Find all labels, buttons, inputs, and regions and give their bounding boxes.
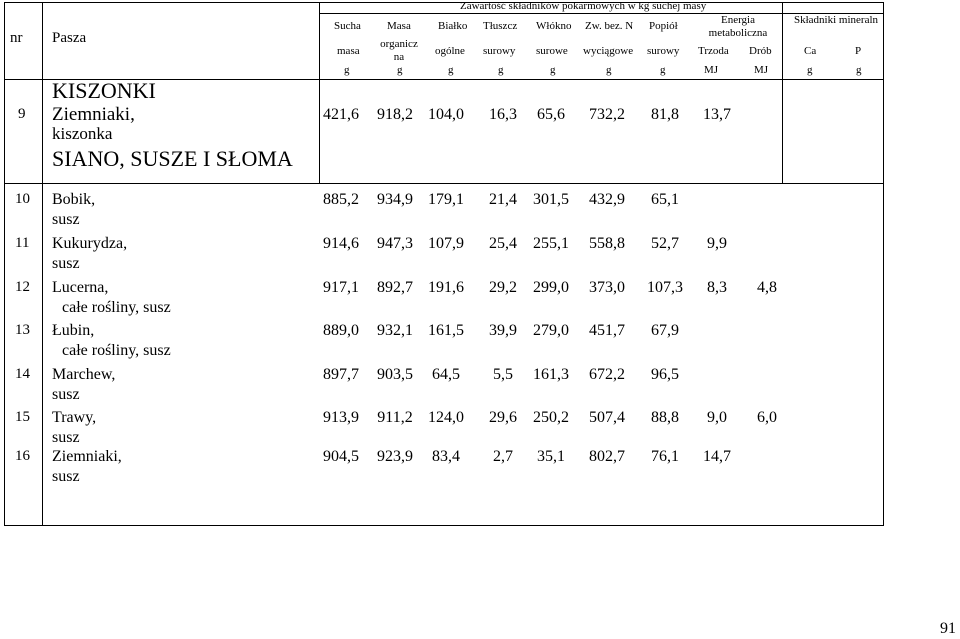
nr-col-divider	[42, 2, 43, 526]
group-minerals: Składniki mineraln	[794, 14, 879, 26]
row-14-value-4: 5,5	[493, 366, 513, 383]
row-16-value-5: 35,1	[537, 448, 565, 465]
unit-6: g	[606, 64, 612, 76]
row-14-value-3: 64,5	[432, 366, 460, 383]
row-11-value-1: 914,6	[323, 235, 359, 252]
sub1-wlokno: Włókno	[536, 20, 572, 32]
row-16-value-1: 904,5	[323, 448, 359, 465]
row-16-name: Ziemniaki,	[52, 448, 122, 465]
row-14-name: Marchew,	[52, 366, 116, 383]
unit-7: g	[660, 64, 666, 76]
sub2-wyciagowe: wyciągowe	[583, 45, 634, 57]
row-13-name: Łubin,	[52, 322, 95, 339]
row-15-value-3: 124,0	[428, 409, 464, 426]
row-15-value-7: 88,8	[651, 409, 679, 426]
row-9-value-8: 13,7	[703, 106, 731, 123]
row-9-value-5: 65,6	[537, 106, 565, 123]
row-14-nr: 14	[15, 366, 30, 382]
unit-3: g	[448, 64, 454, 76]
unit-4: g	[498, 64, 504, 76]
group-title: Zawartość składników pokarmowych w kg suchej masy	[460, 0, 707, 12]
unit-9: MJ	[754, 64, 769, 76]
sub1-energia: Energia metaboliczna	[708, 14, 768, 39]
row-13-nr: 13	[15, 322, 30, 338]
table-bottom-border	[4, 525, 884, 526]
row-10-value-3: 179,1	[428, 191, 464, 208]
sub1-zwbezn: Zw. bez. N	[585, 20, 634, 32]
row-13-value-6: 451,7	[589, 322, 625, 339]
sub2-drob: Drób	[749, 45, 772, 57]
sub1-sucha: Sucha	[334, 20, 361, 32]
row-14-value-5: 161,3	[533, 366, 569, 383]
row-9-name: Ziemniaki,	[52, 104, 135, 125]
unit-5: g	[550, 64, 556, 76]
row-9-value-3: 104,0	[428, 106, 464, 123]
row-9-value-6: 732,2	[589, 106, 625, 123]
row-12-name: Lucerna,	[52, 279, 109, 296]
row-9-value-2: 918,2	[377, 106, 413, 123]
sub2-organiczna: organiczna	[380, 38, 418, 63]
row-15-name: Trawy,	[52, 409, 97, 426]
left-border	[4, 2, 5, 526]
row-12-value-2: 892,7	[377, 279, 413, 296]
sub2-surowe: surowe	[536, 45, 568, 57]
sub2-ca: Ca	[804, 45, 817, 57]
row-9-sub: kiszonka	[52, 124, 113, 143]
sub2-surowy: surowy	[483, 45, 516, 57]
row-11-value-7: 52,7	[651, 235, 679, 252]
row-10-nr: 10	[15, 191, 30, 207]
row-10-value-7: 65,1	[651, 191, 679, 208]
unit-2: g	[397, 64, 403, 76]
sub2-ogolne: ogólne	[435, 45, 465, 57]
page-number: 91	[940, 620, 956, 637]
row-11-nr: 11	[15, 235, 30, 251]
row-10-value-6: 432,9	[589, 191, 625, 208]
minerals-col-divider	[782, 2, 783, 183]
row-15-value-5: 250,2	[533, 409, 569, 426]
row-16-value-6: 802,7	[589, 448, 625, 465]
row-13-value-4: 39,9	[489, 322, 517, 339]
sub1-popiol: Popiół	[649, 20, 678, 32]
row-14-value-1: 897,7	[323, 366, 359, 383]
row-16-value-3: 83,4	[432, 448, 460, 465]
row-12-value-1: 917,1	[323, 279, 359, 296]
row-11-value-3: 107,9	[428, 235, 464, 252]
row-12-value-4: 29,2	[489, 279, 517, 296]
row-15-value-8: 9,0	[707, 409, 727, 426]
row-14-value-7: 96,5	[651, 366, 679, 383]
row-13-value-5: 279,0	[533, 322, 569, 339]
sub2-surowy-2: surowy	[647, 45, 680, 57]
col-header-nr: nr	[10, 30, 23, 46]
row-9-value-4: 16,3	[489, 106, 517, 123]
sub2-p: P	[855, 45, 862, 57]
right-border	[883, 2, 884, 526]
table-top-border	[4, 2, 884, 3]
pasza-col-divider	[319, 2, 320, 183]
row-13-value-2: 932,1	[377, 322, 413, 339]
row-12-value-3: 191,6	[428, 279, 464, 296]
row-16-value-7: 76,1	[651, 448, 679, 465]
row-9-value-1: 421,6	[323, 106, 359, 123]
row-15-nr: 15	[15, 409, 30, 425]
row-11-name: Kukurydza,	[52, 235, 128, 252]
row-14-value-6: 672,2	[589, 366, 625, 383]
row-16-value-8: 14,7	[703, 448, 731, 465]
row-16-value-4: 2,7	[493, 448, 513, 465]
row-15-value-6: 507,4	[589, 409, 625, 426]
row-12-value-8: 8,3	[707, 279, 727, 296]
sub2-trzoda: Trzoda	[698, 45, 729, 57]
row-12-nr: 12	[15, 279, 30, 295]
row-11-value-6: 558,8	[589, 235, 625, 252]
row-11-value-5: 255,1	[533, 235, 569, 252]
sub1-tluszcz: Tłuszcz	[483, 20, 518, 32]
row-16-sub: susz	[52, 468, 80, 485]
row-12-sub: całe rośliny, susz	[62, 299, 171, 316]
unit-1: g	[344, 64, 350, 76]
row-10-sub: susz	[52, 211, 80, 228]
row-10-value-2: 934,9	[377, 191, 413, 208]
sub1-bialko: Białko	[438, 20, 468, 32]
unit-8: MJ	[704, 64, 719, 76]
row-16-nr: 16	[15, 448, 30, 464]
section-siano: SIANO, SUSZE I SŁOMA	[52, 146, 293, 171]
row-16-value-2: 923,9	[377, 448, 413, 465]
row-13-value-1: 889,0	[323, 322, 359, 339]
row-14-value-2: 903,5	[377, 366, 413, 383]
row-12-value-6: 373,0	[589, 279, 625, 296]
unit-10: g	[807, 64, 813, 76]
row-11-value-8: 9,9	[707, 235, 727, 252]
row-9-nr: 9	[18, 106, 26, 122]
row-10-name: Bobik,	[52, 191, 96, 208]
row-10-value-4: 21,4	[489, 191, 517, 208]
row-12-value-7: 107,3	[647, 279, 683, 296]
row-11-sub: susz	[52, 255, 80, 272]
row-15-value-4: 29,6	[489, 409, 517, 426]
row-15-sub: susz	[52, 429, 80, 446]
unit-11: g	[856, 64, 862, 76]
section-kiszonki: KISZONKI	[52, 78, 156, 103]
row-9-value-7: 81,8	[651, 106, 679, 123]
row-11-value-4: 25,4	[489, 235, 517, 252]
sub1-masa: Masa	[387, 20, 411, 32]
row-14-sub: susz	[52, 386, 80, 403]
row-13-value-7: 67,9	[651, 322, 679, 339]
col-header-pasza: Pasza	[52, 30, 87, 46]
row-10-value-1: 885,2	[323, 191, 359, 208]
row-13-value-3: 161,5	[428, 322, 464, 339]
row-12-value-9: 4,8	[757, 279, 777, 296]
sub2-masa: masa	[337, 45, 360, 57]
row-15-value-2: 911,2	[377, 409, 413, 426]
row-15-value-9: 6,0	[757, 409, 777, 426]
row-12-value-5: 299,0	[533, 279, 569, 296]
section-divider-line	[4, 183, 884, 184]
row-11-value-2: 947,3	[377, 235, 413, 252]
row-15-value-1: 913,9	[323, 409, 359, 426]
row-10-value-5: 301,5	[533, 191, 569, 208]
row-13-sub: całe rośliny, susz	[62, 342, 171, 359]
